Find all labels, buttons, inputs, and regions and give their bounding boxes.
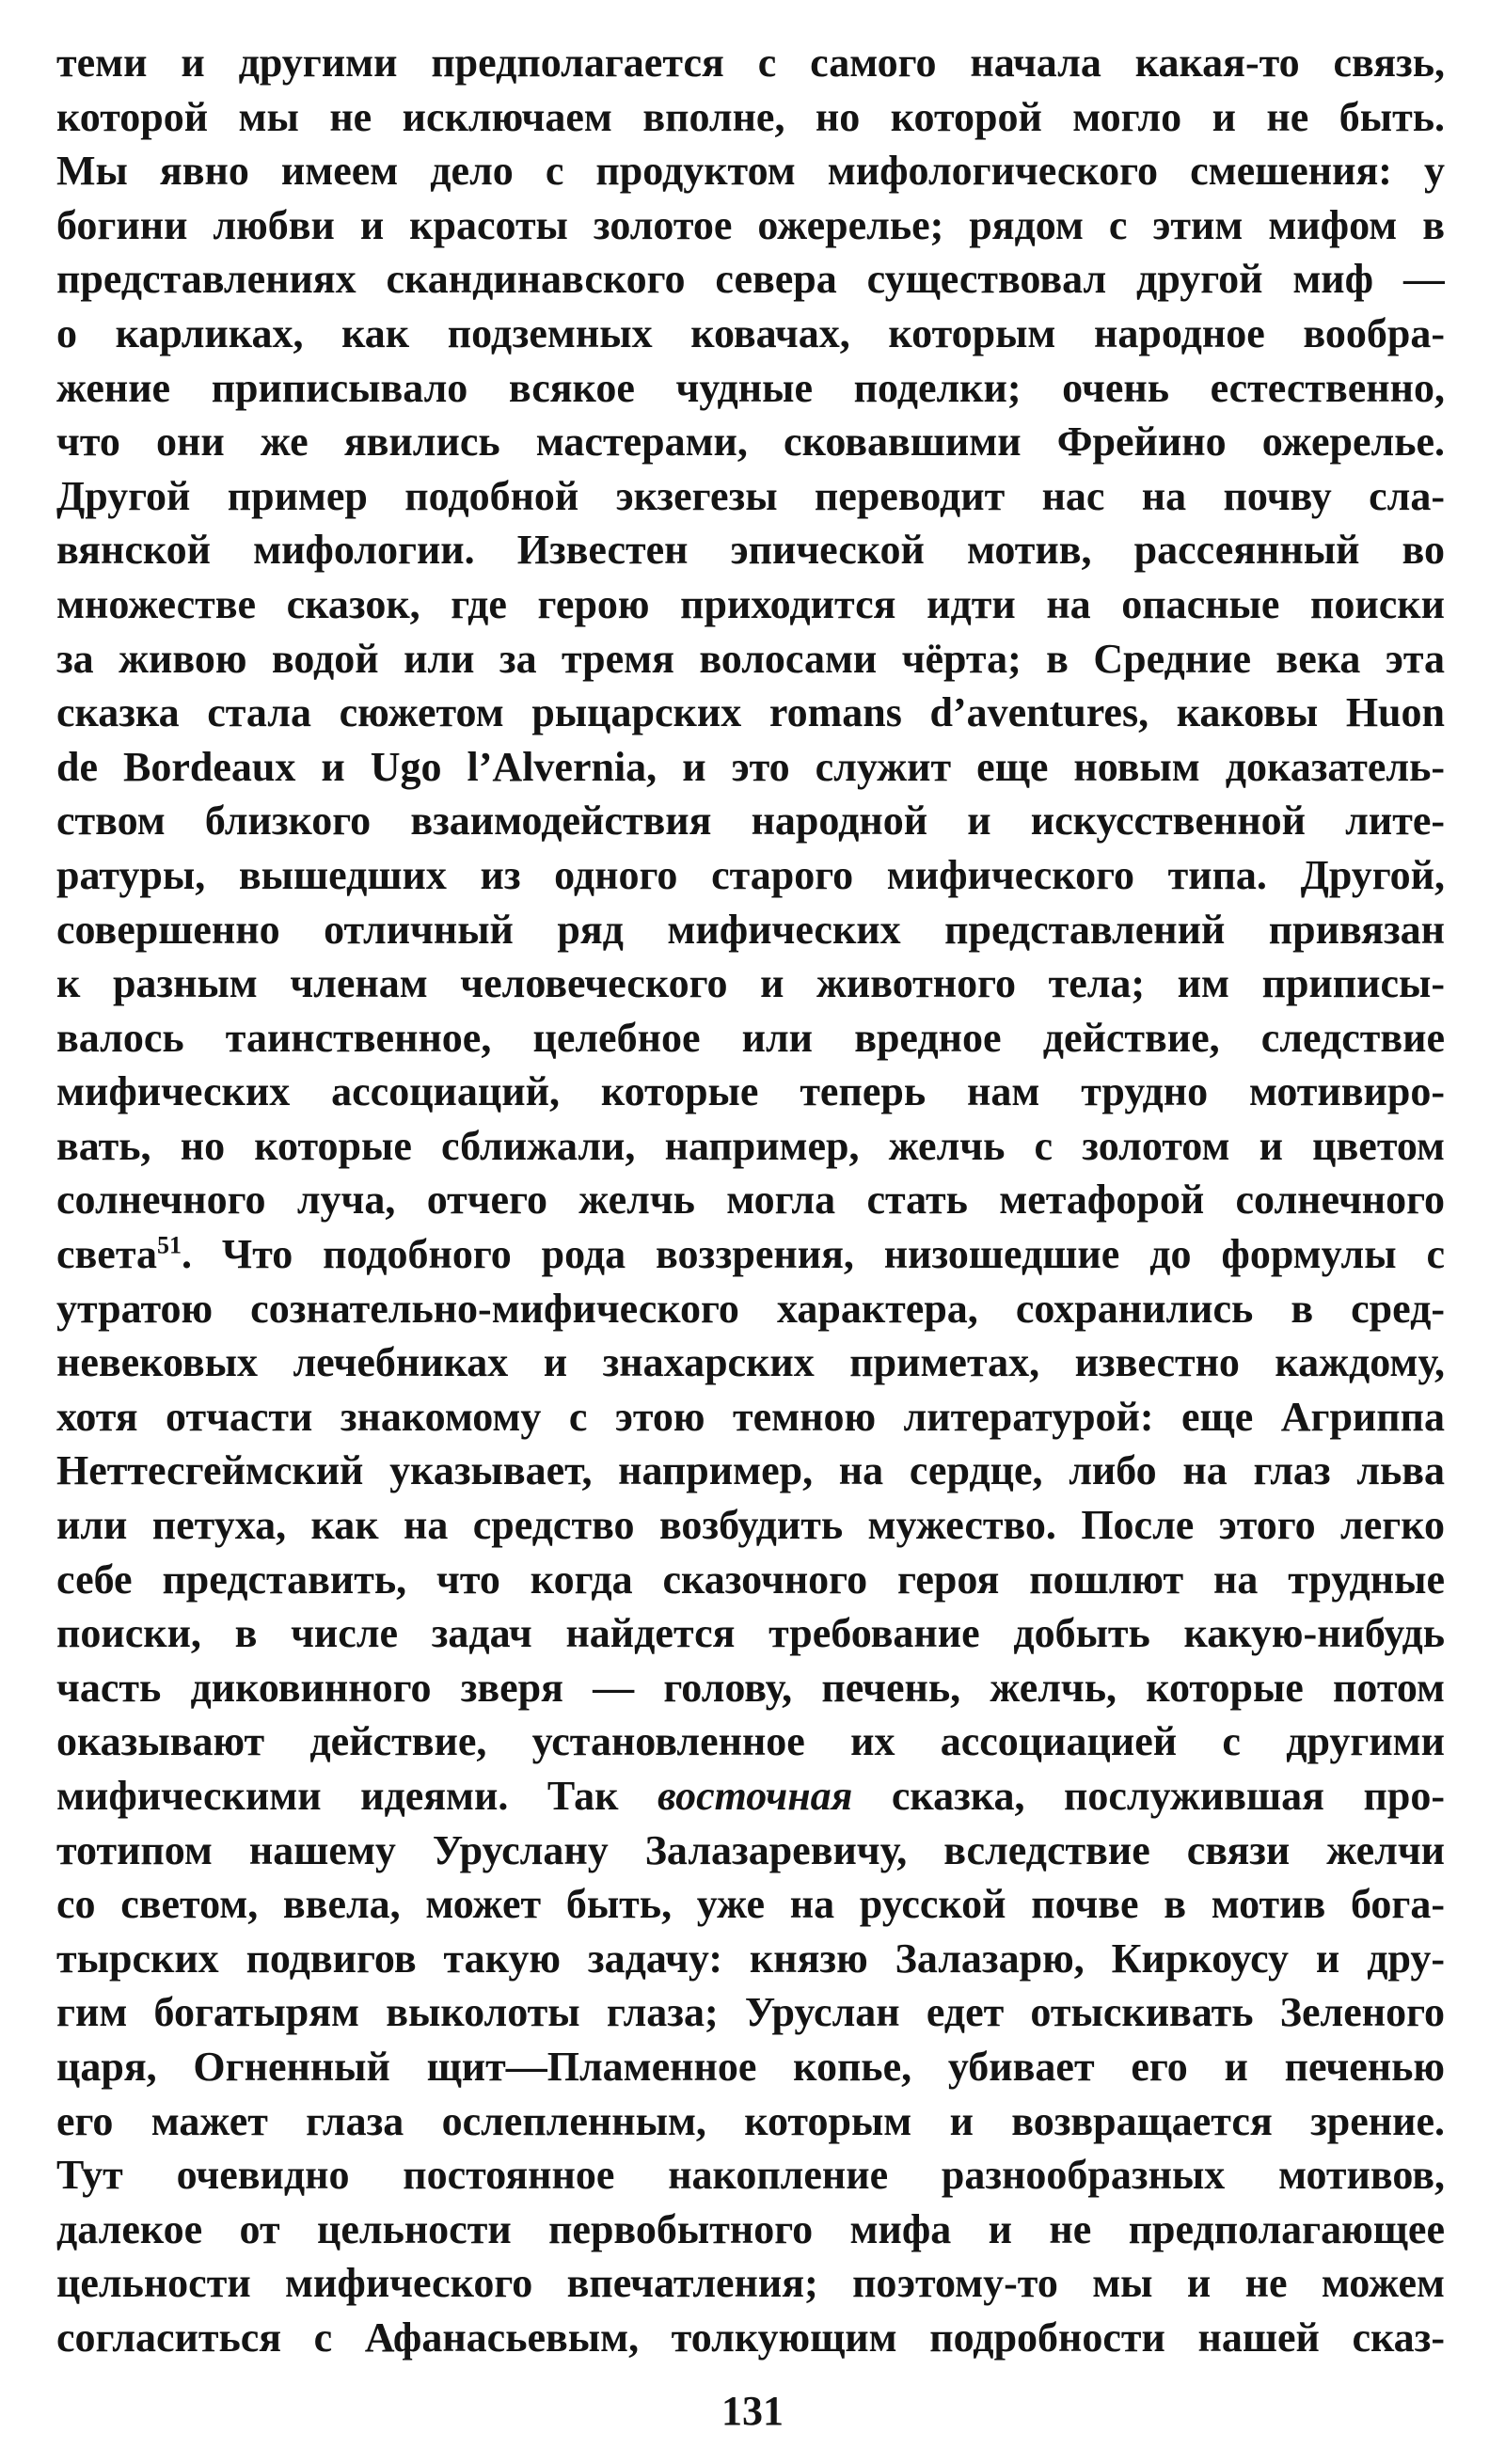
text-line: множестве сказок, где герою приходится идти на опасные поиски [56,580,1445,627]
text-line: Другой пример подобной экзегезы переводит нас на почву сла- [56,472,1445,519]
text-line: тырских подвигов такую задачу: князю Залазарю, Киркоусу и дру- [56,1935,1445,1982]
text-line: вать, но которые сближали, например, желчь с золотом и цветом [56,1122,1445,1169]
text-segment: . Что подобного рода воззрения, низошедшие до формулы с [181,1231,1445,1278]
text-line: далекое от цельности первобытного мифа и не предполагающее [56,2205,1445,2252]
text-line: согласиться с Афанасьевым, толкующим подробности нашей сказ- [56,2314,1445,2361]
text-line: утратою сознательно-мифического характера, сохранились в сред- [56,1285,1445,1332]
text-line: совершенно отличный ряд мифических представлений привязан [56,906,1445,953]
text-line: теми и другими предполагается с самого начала какая-то связь, [56,39,1445,86]
text-line: за живою водой или за тремя волосами чёрта; в Средние века эта [56,635,1445,682]
text-line: поиски, в числе задач найдется требование добыть какую-нибудь [56,1610,1445,1657]
text-line: себе представить, что когда сказочного героя пошлют на трудные [56,1556,1445,1603]
text-line: представлениях скандинавского севера существовал другой миф — [56,256,1445,303]
text-line: которой мы не исключаем вполне, но которой могло и не быть. [56,93,1445,140]
text-line: Неттесгеймский указывает, например, на сердце, либо на глаз льва [56,1447,1445,1494]
text-line: его мажет глаза ослепленным, которым и возвращается зрение. [56,2097,1445,2144]
text-segment: мифическими идеями. Так [56,1773,658,1819]
italic-word: восточная [657,1773,853,1819]
text-line: часть диковинного зверя — голову, печень, желчь, которые потом [56,1664,1445,1711]
text-line: богини любви и красоты золотое ожерелье; рядом с этим мифом в [56,201,1445,248]
footnote-reference: 51 [156,1231,182,1259]
text-line: хотя отчасти знакомому с этою темною литературой: еще Агриппа [56,1393,1445,1440]
text-line: мифических ассоциаций, которые теперь нам трудно мотивиро- [56,1068,1445,1115]
text-line: солнечного луча, отчего желчь могла стать метафорой солнечного [56,1177,1445,1224]
text-line: со светом, ввела, может быть, уже на русской почве в мотив бога- [56,1881,1445,1928]
page-body [56,36,1445,2365]
text-line: невековых лечебниках и знахарских приметах, известно каждому, [56,1339,1445,1386]
text-line: Мы явно имеем дело с продуктом мифологического смешения: у [56,148,1445,195]
text-line: de Bordeaux и Ugo l’Alvernia, и это служит еще новым доказатель- [56,743,1445,790]
text-line: вянской мифологии. Известен эпической мотив, рассеянный во [56,527,1445,574]
text-line: о карликах, как подземных ковачах, которым народное вообра- [56,309,1445,356]
text-line: к разным членам человеческого и животного тела; им приписы- [56,960,1445,1007]
page-number: 131 [721,2388,784,2434]
text-line [56,1227,1445,1282]
text-line [56,1769,1445,1824]
text-line: или петуха, как на средство возбудить мужество. После этого легко [56,1502,1445,1549]
text-line: царя, Огненный щит—Пламенное копье, убивает его и печенью [56,2043,1445,2090]
text-line: ратуры, вышедших из одного старого мифического типа. Другой, [56,851,1445,898]
text-line: тотипом нашему Уруслану Залазаревичу, вследствие связи желчи [56,1826,1445,1873]
text-line: оказывают действие, установленное их ассоциацией с другими [56,1718,1445,1765]
text-line: что они же явились мастерами, сковавшими Фрейино ожерелье. [56,419,1445,466]
text-line: гим богатырям выколоты глаза; Уруслан едет отыскивать Зеленого [56,1989,1445,2036]
text-segment: сказка, послужившая про- [852,1773,1445,1819]
text-line: сказка стала сюжетом рыцарских romans d’aventures, каковы Huon [56,689,1445,736]
text-line: ством близкого взаимодействия народной и искусственной лите- [56,798,1445,845]
text-segment: света [56,1231,157,1278]
text-line: цельности мифического впечатления; поэтому-то мы и не можем [56,2260,1445,2307]
text-line: валось таинственное, целебное или вредное действие, следствие [56,1014,1445,1061]
text-line: Тут очевидно постоянное накопление разнообразных мотивов, [56,2152,1445,2199]
text-line: жение приписывало всякое чудные поделки; очень естественно, [56,364,1445,411]
